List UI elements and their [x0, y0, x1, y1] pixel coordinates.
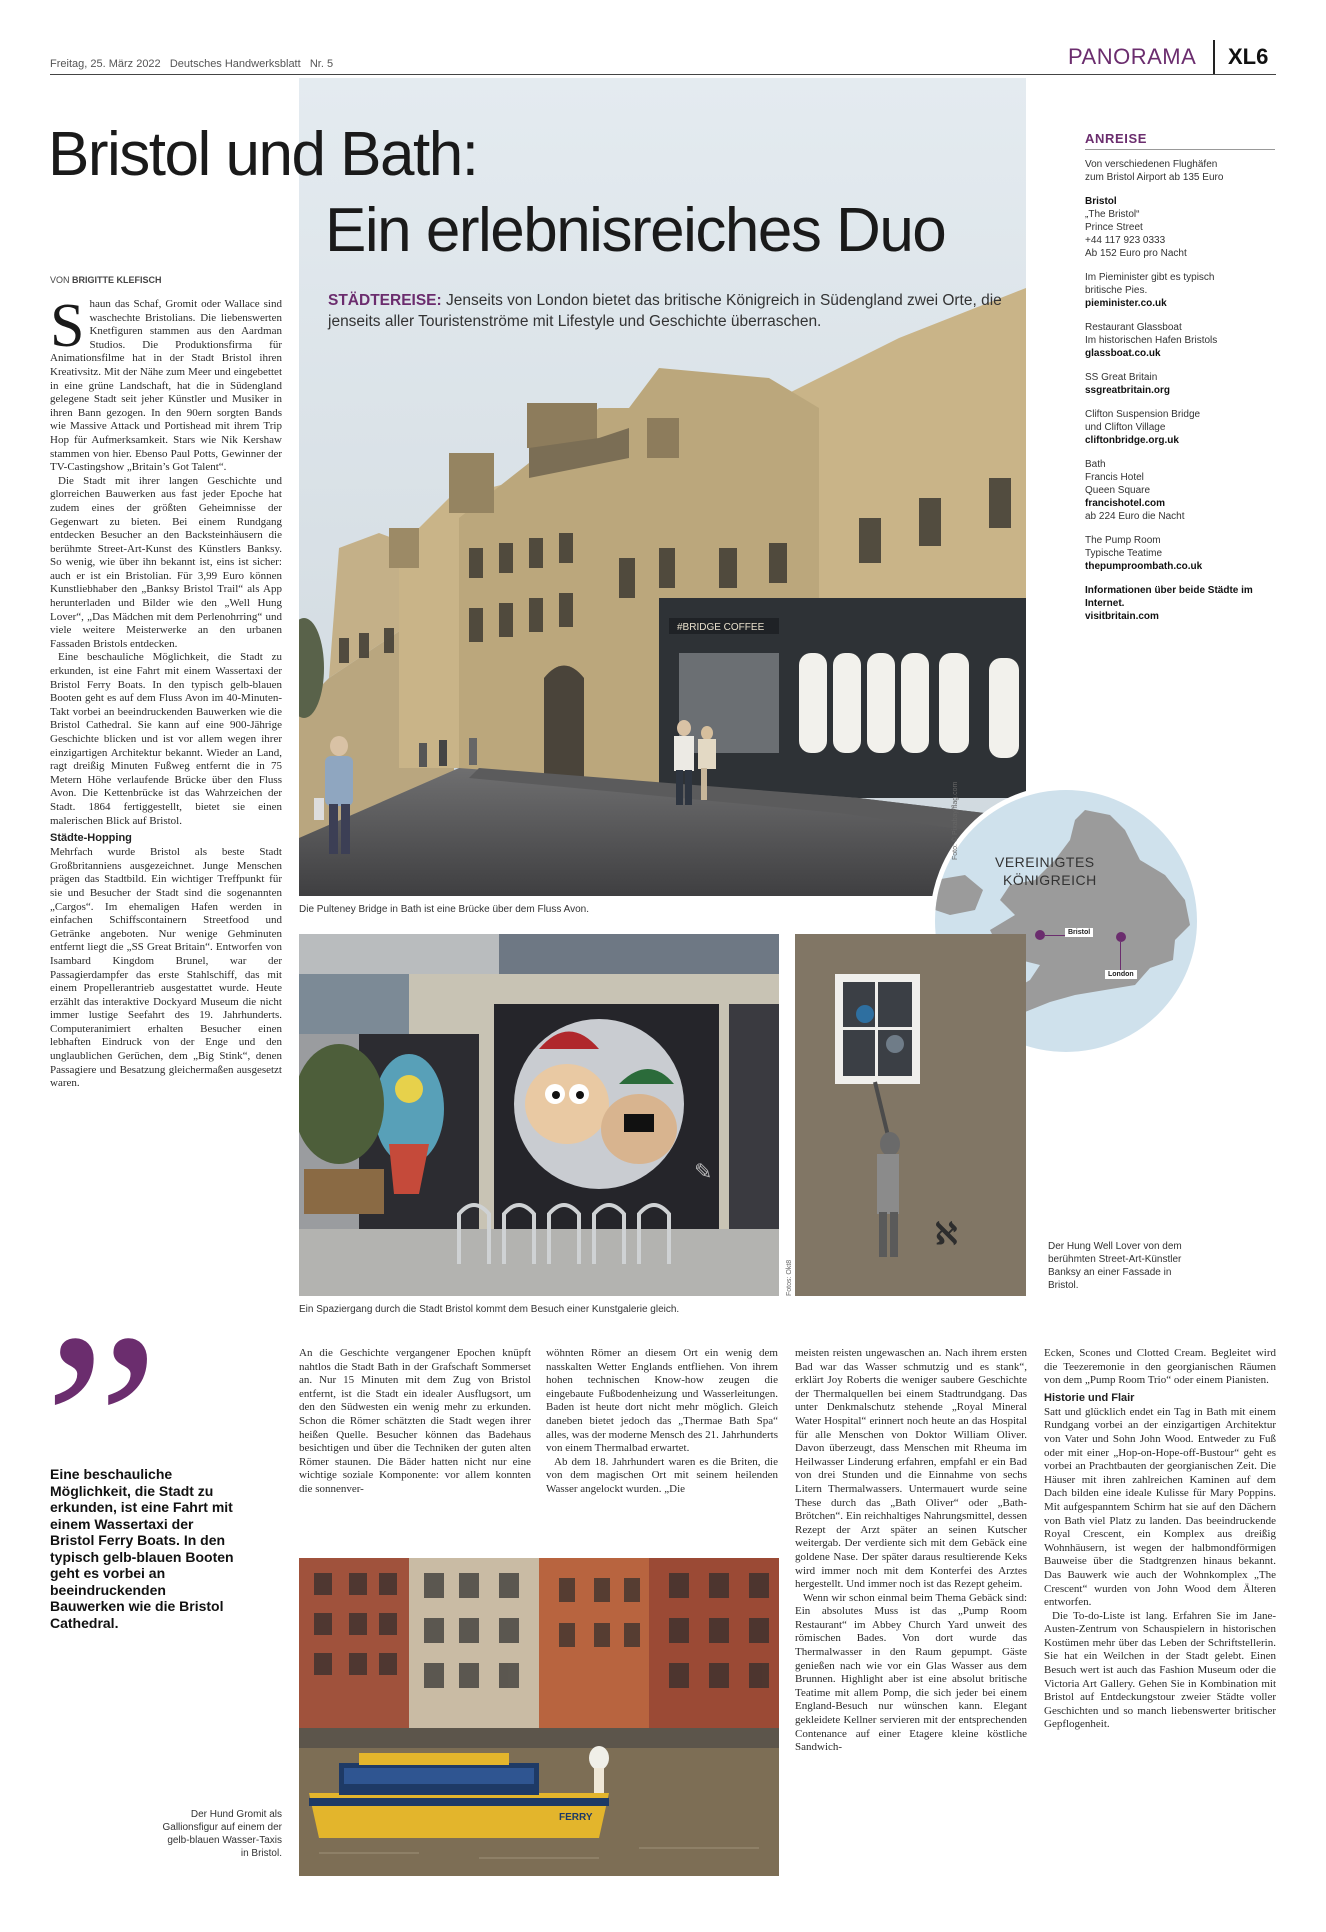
byline: [50, 275, 162, 285]
article-column-1: [50, 292, 282, 1091]
header-divider-vertical: [1213, 40, 1215, 74]
sidebar-info-title: Informationen über beide Städte im Internet.: [1085, 585, 1253, 609]
article-paragraph-c4-2: Wenn wir schon einmal beim Thema Gebäck sind: Ein absolutes Muss ist das „Pump Room Restaurant“ im Abbey Church Yard unweit des römischen Bades. Von dort wurde das Thermalwasser in den Raum gepumpt. Gäste genießen nach wie vor ein Glas Wasser aus dem Brunnen. Highlight aber ist eine absolut britische Teatime mit allem Pomp, die sich jeder bei einem England-Besuch nur wünschen kann. Elegant gekleidete Kellner servieren mit der entsprechenden Contenance auf einer Etagere kleine köstliche Sandwich-: [795, 1591, 1027, 1754]
byline-prefix: VON: [50, 275, 70, 285]
article-paragraph-c4-1: meisten reisten ungewaschen an. Nach ihrem ersten Bad war das Wasser schmutzig und es stank“, erklärt Joy Roberts die weniger saubere Geschichte der Thermalquellen bei einem Stadtrundgang. Das unter Denkmalschutz stehende „Royal Mineral Water Hospital“ erinnert noch heute an das Hospital für alle Menschen von Doktor William Oliver. Davon überzeugt, dass Menschen mit Rheuma im Heilwasser Linderung erfahren, empfahl er ein Bad von drei Stunden und die Einnahme von sechs Litern Thermalwassers. Untermauert wurde seine These durch das „Bath Oliver“ oder „Bath-Brötchen“. Ein reichhaltiges Nahrungsmittel, dessen Rezept der Arzt später an seinen Kutscher weitergab. Der verdiente sich mit dem Gebäck eine goldene Nase. Der später daraus resultierende Keks wird immer noch mit dem Konterfei des Arztes hergestellt. Und immer noch ist das Rezept geheim.: [795, 1347, 1027, 1591]
sidebar-heading: ANREISE: [1085, 131, 1147, 146]
intro-body: Jenseits von London bietet das britische Königreich in Südengland zwei Orte, die jenseits aller Touristenströme mit Lifestyle und Geschichte überraschen.: [328, 292, 1002, 330]
photo-ferry-boat: [299, 1558, 779, 1876]
sidebar-bath-line: Bath: [1085, 459, 1106, 470]
sidebar-link-cliftonbridge[interactable]: cliftonbridge.org.uk: [1085, 435, 1179, 446]
byline-author: BRIGITTE KLEFISCH: [72, 275, 162, 285]
sidebar-info: [1085, 584, 1275, 623]
subheading-staedte-hopping: Städte-Hopping: [50, 832, 132, 845]
intro-text: [328, 290, 1008, 332]
article-paragraph-1: [50, 292, 282, 475]
sidebar-pump-line: Typische Teatime: [1085, 548, 1163, 559]
article-paragraph-c5-2: Satt und glücklich endet ein Tag in Bath mit einem Rundgang vorbei an der einzigartigen Architektur von Vater und Sohn John Wood. Entweder zu Fuß oder mit einer „Hop-on-Hope-off-Bustour“ geht es vorbei an Prachtbauten der georgianischen Zeit. Die Häuser mit ihren zahlreichen Kaminen auf dem Dach bilden eine ideale Kulisse für Mary Poppins. Mit aufgespanntem Schirm hat sie auf den Dächern von Bath viel Platz zu landen. Das beeindruckende Royal Crescent, ein Komplex aus dreißig Wohnhäusern, ist wegen der halbmondförmigen Bauweise über die Stadtgrenzen hinaus bekannt. Das Bauwerk wie auch der Wohnkomplex „The Crescent“ wurden von John Wood dem Älteren entworfen.: [1044, 1405, 1276, 1609]
shop-sign-text: #BRIDGE COFFEE: [677, 622, 765, 633]
article-paragraph-4: Mehrfach wurde Bristol als beste Stadt Großbritanniens ausgezeichnet. Junge Menschen prägen das Stadtbild. Ein wichtiger Treffpunkt für sie und Besucher der Stadt sind die sogenannten „Cargos“. Im ehemaligen Hafen werden in einfachen Schiffscontainern Streetfood und Getränke angeboten. Nur wenige Gehminuten entfernt liegt die „SS Great Britain“. Entworfen von Isambard Kingdom Brunel, war der Passagierdampfer das erste Stahlschiff, das mit einem Propellerantrieb ausgestattet wurde. Heute erzählt das interaktive Dockyard Museum die nicht immer lustige Seefahrt des 19. Jahrhunderts. Computeranimiert erhalten Besucher einen lebhaften Eindruck von der Enge und den unglaublichen Gerüchen, dem „Big Stink“, denen Passagiere und Besatzung gleichermaßen ausgesetzt waren.: [50, 846, 282, 1090]
map-photo-credit: Foto: © Pixabay/flag.com: [952, 781, 959, 860]
sidebar-ss-line: SS Great Britain: [1085, 372, 1158, 383]
banksy-illustration: [795, 934, 1026, 1296]
sidebar-clifton-line: Clifton Suspension Bridge: [1085, 409, 1201, 420]
sidebar-clifton-line: und Clifton Village: [1085, 422, 1166, 433]
sidebar-bath-line: Queen Square: [1085, 485, 1151, 496]
sidebar-bristol-line: +44 117 923 0333: [1085, 235, 1166, 246]
caption-banksy: Der Hung Well Lover von dem berühmten Street-Art-Künstler Banksy an einer Fassade in Bristol.: [1048, 1241, 1182, 1291]
sidebar-glassboat: [1085, 321, 1275, 360]
photo-street-art-passage: [299, 934, 779, 1296]
article-paragraph-2: Die Stadt mit ihrer langen Geschichte und glorreichen Bauwerken aus fast jeder Epoche hat zudem eines der größten Geheimnisse der Gegenwart zu bieten. Bei einem Rundgang entdecken Besucher an den Backsteinhäusern die berühmte Street-Art-Kunst des Künstlers Banksy. So wenig, wie über ihn bekannt ist, eins ist sicher: auch er ist ein Bristolian. Für 3,99 Euro können Kunstliebhaber den „Banksy Bristol Trail“ als App herunterladen und Bilder wie den „Well Hung Lover“, „Das Mädchen mit dem Perlenohrring“ und viele weitere Meisterwerke an den urbanen Fassaden Bristols entdecken.: [50, 474, 282, 650]
sidebar-anreise: [1085, 132, 1275, 634]
intro-kicker: STÄDTEREISE:: [328, 292, 442, 309]
sidebar-link-glassboat[interactable]: glassboat.co.uk: [1085, 348, 1161, 359]
sidebar-intro-line-2: zum Bristol Airport ab 135 Euro: [1085, 172, 1224, 183]
article-paragraph-c3-1: wöhnten Römer an diesem Ort ein wenig dem nasskalten Wetter Englands entfliehen. Von ihrem hohen technischen Know-how zeugen die eingebaute Fußbodenheizung und Wasserleitungen. Baden ist heute dort nicht mehr möglich. Gleich daneben bietet jedoch das „Thermae Bath Spa“ alles, was der moderne Mensch des 21. Jahrhunderts von einem Thermalbad erwartet.: [546, 1347, 778, 1455]
page-number: XL6: [1228, 44, 1269, 69]
sidebar-bath: [1085, 458, 1275, 523]
article-paragraph-3: Eine beschauliche Möglichkeit, die Stadt zu erkunden, ist eine Fahrt mit einem Wassertaxi der Bristol Ferry Boats. In den typisch gelb-blauen Booten geht es auf dem Fluss Avon im 40-Minuten-Takt vorbei an beeindruckenden Bauwerken wie die Bristol Cathedral. Sie kann auf eine 900-Jährige Geschichte blicken und ist vor allem wegen ihrer einzigartigen Architektur bekannt. Wieder an Land, ragt dreißig Minuten Fußweg entfernt die in 75 Metern Höhe verlaufende Brücke über den Fluss Avon. Die Kettenbrücke ist das Wahrzeichen der Stadt. 1864 fertiggestellt, bietet sie einen malerischen Blick auf Bristol.: [50, 651, 282, 827]
article-paragraph-c5-3: Die To-do-Liste ist lang. Erfahren Sie im Jane-Austen-Zentrum von Schauspielern in historischen Kostümen mehr über das Leben der Schriftstellerin. Sie hat ein Weilchen in der Stadt gelebt. Einen Besuch wert ist auch das Fashion Museum oder die Victoria Art Gallery. Gehen Sie in Kombination mit Bristol auf Entdeckungstour zweier Städte voller Geschichten und so manch liebenswerter britischer Gepflogenheit.: [1044, 1609, 1276, 1731]
sidebar-glass-line: Restaurant Glassboat: [1085, 322, 1182, 333]
map-title-2: KÖNIGREICH: [1003, 872, 1097, 888]
article-column-3: [546, 1347, 778, 1497]
sidebar-link-ssgreatbritain[interactable]: ssgreatbritain.org: [1085, 385, 1171, 396]
sidebar-pie-line: Im Pieminister gibt es typisch: [1085, 272, 1215, 283]
subheading-historie-flair: Historie und Flair: [1044, 1391, 1135, 1404]
street-art-illustration: [299, 934, 779, 1296]
photo-banksy: [795, 934, 1026, 1296]
article-paragraph-c5-1: Ecken, Scones und Clotted Cream. Begleitet wird die Teezeremonie in den georgianischen Räumen von dem „Pump Room Trio“ oder einem Pianisten.: [1044, 1347, 1276, 1387]
headline-line-2: Ein erlebnisreiches Duo: [325, 196, 946, 265]
sidebar-pumproom: [1085, 534, 1275, 573]
article-column-2: [299, 1347, 531, 1497]
headline-line-1: Bristol und Bath:: [48, 120, 478, 189]
dropcap: S: [50, 292, 85, 360]
sidebar-bath-line: Francis Hotel: [1085, 472, 1144, 483]
map-pin-bristol-line: [1045, 935, 1065, 936]
header-meta: Freitag, 25. März 2022 Deutsches Handwerksblatt Nr. 5: [50, 58, 334, 70]
sidebar-intro: [1085, 158, 1275, 184]
svg-text:✎: ✎: [694, 1159, 713, 1184]
article-column-5: [1044, 1347, 1276, 1732]
svg-text:ℵ: ℵ: [935, 1218, 958, 1251]
sidebar-link-pumproom[interactable]: thepumproombath.co.uk: [1085, 561, 1203, 572]
map-title-1: VEREINIGTES: [995, 854, 1095, 870]
sidebar-bristol-line: „The Bristol“: [1085, 209, 1140, 220]
sidebar-ssgreatbritain: [1085, 371, 1275, 397]
sidebar-clifton: [1085, 408, 1275, 447]
sidebar-intro-line-1: Von verschiedenen Flughäfen: [1085, 159, 1218, 170]
header-rule: [50, 74, 1276, 75]
pull-quote-mark: „: [44, 1134, 150, 1422]
sidebar-heading-rule: [1085, 149, 1275, 150]
paragraph-1-text: haun das Schaf, Gromit oder Wallace sind waschechte Bristolians. Die liebenswerten Knetfiguren stammen aus den Aardman Studios. Die Produktionsfirma für Animationsfilme hat in der Stadt Bristol ihren Kreativsitz. Mit der Nähe zum Meer und eingebettet in eine grüne Landschaft, hat die in Südengland gelegene Stadt seit jeher Künstler und Musiker in ihren Bann gezogen. In den 90ern sorgten Bands wie Massive Attack und Portishead mit ihrem Trip Hop für Aufmerksamkeit. Stars wie Nik Kershaw stammen von hier. Ebenso Paul Potts, Gewinner der TV-Castingshow „Britain’s Got Talent“.: [50, 298, 282, 474]
sidebar-link-francishotel[interactable]: francishotel.com: [1085, 498, 1166, 509]
sidebar-bristol-line: Ab 152 Euro pro Nacht: [1085, 248, 1187, 259]
section-label: PANORAMA: [1068, 44, 1197, 69]
sidebar-pie-line: britische Pies.: [1085, 285, 1148, 296]
map-label-bristol: Bristol: [1065, 928, 1093, 937]
sidebar-bristol-line: Prince Street: [1085, 222, 1143, 233]
sidebar-pump-line: The Pump Room: [1085, 535, 1161, 546]
sidebar-link-visitbritain[interactable]: visitbritain.com: [1085, 611, 1159, 622]
article-paragraph-c2: An die Geschichte vergangener Epochen knüpft nahtlos die Stadt Bath in der Grafschaft Sommerset an. Nur 15 Minuten mit dem Zug von Bristol entfernt, ist die Stadt ein idealer Ausflugsort, um den den Südwesten ein wenig mehr zu erkunden. Schon die Römer schätzten die Stadt wegen ihrer heißen Quelle. Besucher können das Badehaus besichtigen und über die Techniken der guten alten Römer staunen. Die Bäder hatten nicht nur eine wichtige soziale Komponente: vor allem konnten die sonnenver-: [299, 1347, 531, 1495]
sidebar-bath-price: ab 224 Euro die Nacht: [1085, 511, 1185, 522]
sidebar-link-pieminister[interactable]: pieminister.co.uk: [1085, 298, 1167, 309]
article-paragraph-c3-2: Ab dem 18. Jahrhundert waren es die Briten, die von dem magischen Ort mit seinem heilenden Wasser angelockt wurden. „Die: [546, 1455, 778, 1495]
map-pin-london-line: [1120, 942, 1121, 970]
caption-street-art-passage: Ein Spaziergang durch die Stadt Bristol kommt dem Besuch einer Kunstgalerie gleich.: [299, 1304, 680, 1315]
street-art-photo-credit: Fotos: Okt8: [786, 1259, 793, 1296]
pull-quote-text: Eine beschauliche Möglichkeit, die Stadt zu erkunden, ist eine Fahrt mit einem Wassertaxi der Bristol Ferry Boats. In den typisch gelb-blauen Booten geht es vorbei an beeindruckenden Bauwerken wie die Bristol Cathedral.: [50, 1466, 234, 1631]
sidebar-bristol-title: Bristol: [1085, 196, 1117, 207]
map-pin-london: [1116, 932, 1126, 942]
map-label-london: London: [1105, 970, 1137, 979]
sidebar-pieminister: [1085, 271, 1275, 310]
article-column-4: [795, 1347, 1027, 1755]
sidebar-glass-line: Im historischen Hafen Bristols: [1085, 335, 1218, 346]
ferry-illustration: [299, 1558, 779, 1876]
ferry-boat-label: FERRY: [559, 1812, 593, 1823]
map-pin-bristol: [1035, 930, 1045, 940]
sidebar-bristol: [1085, 195, 1275, 260]
caption-pulteney-bridge: Die Pulteney Bridge in Bath ist eine Brücke über dem Fluss Avon.: [299, 904, 589, 915]
caption-gromit: Der Hund Gromit als Gallionsfigur auf einem der gelb-blauen Wasser-Taxis in Bristol.: [162, 1809, 282, 1859]
